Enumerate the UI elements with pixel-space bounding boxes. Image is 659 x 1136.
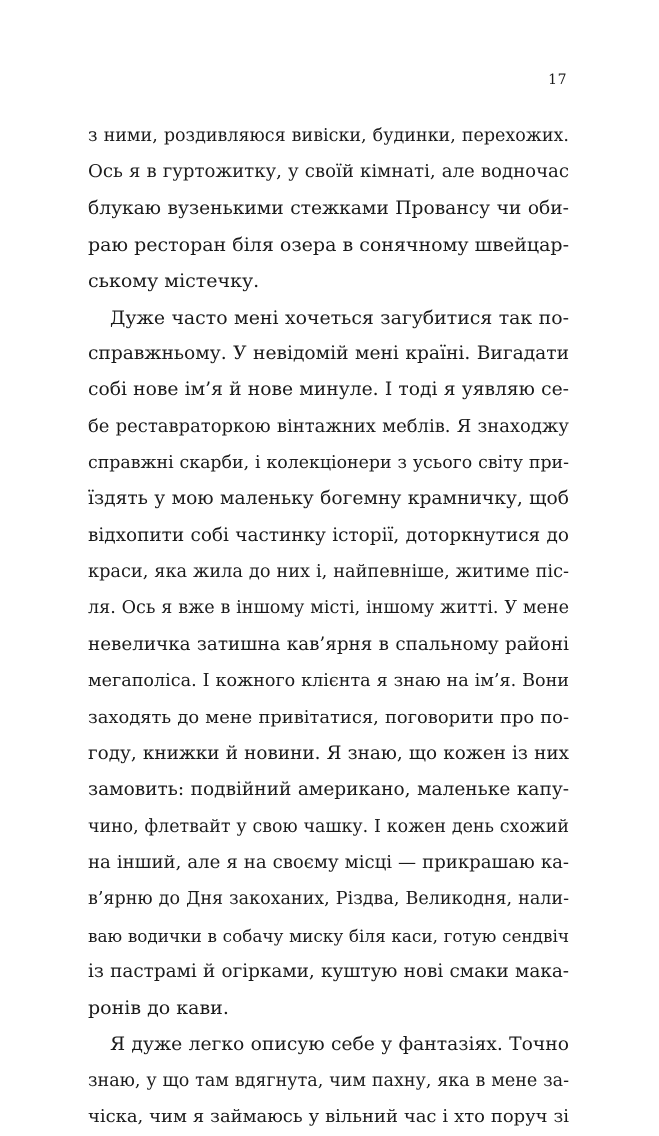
text-line: чіска, чим я займаюсь у вільний час і хто поруч зі bbox=[88, 1106, 569, 1128]
text-line: ському містечку. bbox=[88, 270, 260, 293]
text-line: бе реставраторкою вінтажних меблів. Я знаходжу bbox=[88, 415, 569, 437]
text-line: Я дуже легко описую себе у фантазіях. Точно bbox=[110, 1033, 569, 1055]
text-line: з ними, роздивляюся вивіски, будинки, перехожих. bbox=[88, 126, 569, 146]
text-line: їздять у мою маленьку богемну крамничку, щоб bbox=[88, 488, 569, 510]
text-line: краси, яка жила до них і, найпевніше, житиме піс- bbox=[88, 562, 569, 583]
text-line: ронів до кави. bbox=[88, 997, 229, 1020]
text-line: Дуже часто мені хочеться загубитися так по- bbox=[110, 306, 569, 329]
body-text bbox=[88, 118, 569, 1136]
text-line: відхопити собі частинку історії, доторкнутися до bbox=[88, 524, 569, 546]
text-line: знаю, у що там вдягнута, чим пахну, яка в мене за- bbox=[88, 1070, 569, 1091]
text-line: собі нове ім’я й нове минуле. І тоді я уявляю се- bbox=[88, 379, 569, 401]
page-number: 17 bbox=[548, 72, 567, 88]
text-line: ваю водички в собачу миску біля каси, готую сендвіч bbox=[88, 925, 569, 946]
text-line: заходять до мене привітатися, поговорити про по- bbox=[88, 706, 569, 728]
text-line: на інший, але я на своєму місці — прикрашаю ка- bbox=[88, 851, 569, 873]
text-line: ля. Ось я вже в іншому місті, іншому житті. У мене bbox=[88, 598, 569, 619]
text-line: году, книжки й новини. Я знаю, що кожен із них bbox=[88, 742, 569, 764]
text-line: невеличка затишна кав’ярня в спальному районі bbox=[88, 633, 569, 655]
text-line: Ось я в гуртожитку, у своїй кімнаті, але водночас bbox=[88, 161, 569, 183]
text-line: із пастрамі й огірками, куштую нові смаки мака- bbox=[88, 960, 569, 982]
text-line: справжні скарби, і колекціонери з усього світу при- bbox=[88, 453, 569, 474]
text-line: замовить: подвійний американо, маленьке капу- bbox=[88, 779, 569, 801]
text-line: справжньому. У невідомій мені країні. Вигадати bbox=[88, 343, 569, 365]
text-line: блукаю вузенькими стежками Провансу чи оби- bbox=[88, 197, 569, 219]
text-line: в’ярню до Дня закоханих, Різдва, Великодня, нали- bbox=[88, 889, 569, 910]
text-line: раю ресторан біля озера в сонячному швейцар- bbox=[88, 234, 569, 257]
text-line: мегаполіса. І кожного клієнта я знаю на ім’я. Вони bbox=[88, 671, 569, 692]
text-line: чино, флетвайт у свою чашку. І кожен день схожий bbox=[88, 816, 569, 837]
